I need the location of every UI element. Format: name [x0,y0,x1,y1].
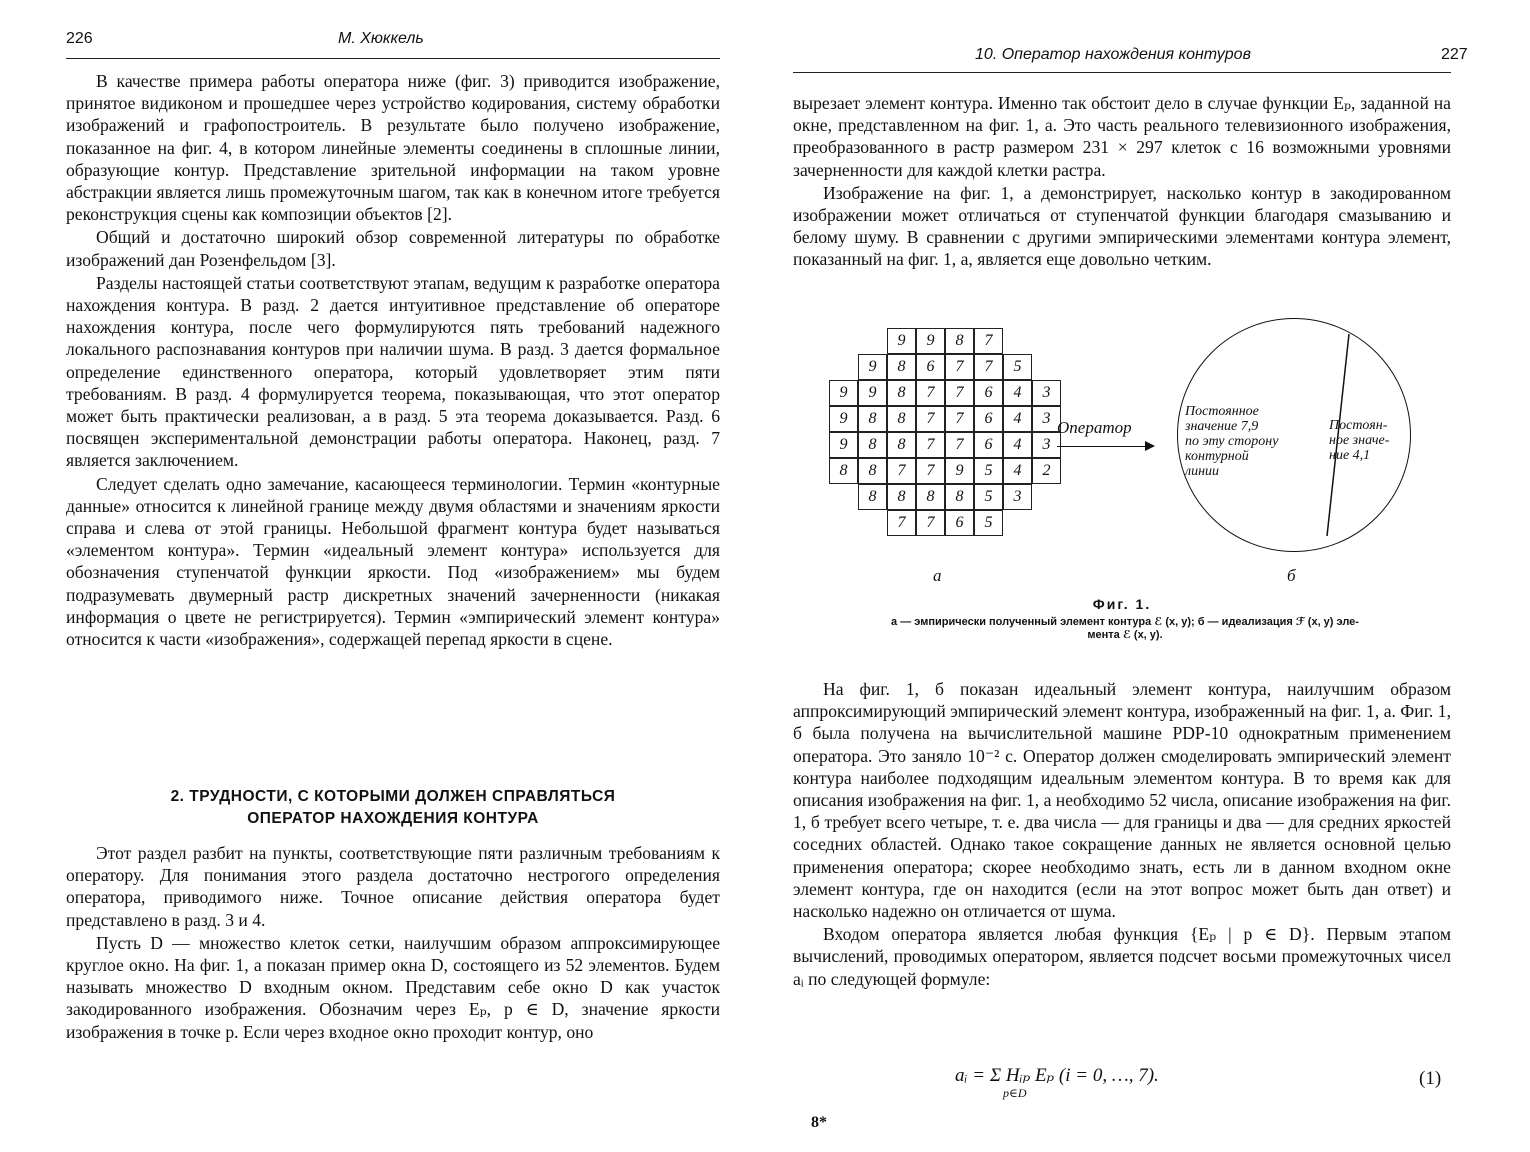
figure-caption [805,616,1445,642]
left-body-block-1 [66,70,720,650]
section-heading-line-2: ОПЕРАТОР НАХОЖДЕНИЯ КОНТУРА [247,810,539,827]
paragraph: Разделы настоящей статьи соответствуют этапам, ведущим к разработке оператора нахождения контура. В разд. 2 дается интуитивное представление об операторе нахождения контура, после чего формулируются пять требований надежного локального распознавания контуров при наличии шума. В разд. 3 дается формальное определение единственного оператора, который удовлетворяет этим пяти требованиям. В разд. 4 формулируется теорема, показывающая, что этот оператор может быть практически реализован, а в разд. 5 эта теорема доказывается. Разд. 6 посвящен экспериментальной демонстрации работы оператора. Наконец, разд. 7 является заключением. [66,272,720,471]
caption-line: а — эмпирически полученный элемент контура ℰ (x, y); б — идеализация ℱ (x, y) эле- [891,616,1359,628]
left-running-title: М. Хюккель [338,30,424,47]
right-body-block-2 [793,678,1451,990]
right-page-number: 227 [1441,46,1468,63]
grid-cell: 8 [858,484,887,510]
paragraph: Изображение на фиг. 1, а демонстрирует, насколько контур в закодированном изображении может отличаться от ступенчатой функции благодаря смазыванию и белому шуму. В сравнении с другими эмпирическими элементами контура элемент, показанный на фиг. 1, а, является еще довольно четким. [793,182,1451,270]
grid-cell: 4 [1003,406,1032,432]
grid-cell: 6 [916,354,945,380]
right-region-line: ное значе- [1329,433,1390,448]
grid-cell: 7 [916,458,945,484]
grid-cell: 8 [829,458,858,484]
pixel-grid-figure-a [829,328,1089,558]
caption-line: мента ℰ (x, y). [1087,629,1163,641]
grid-cell: 9 [829,432,858,458]
grid-cell: 7 [887,510,916,536]
left-region-line: линии [1185,464,1220,479]
right-body-block-1 [793,92,1451,271]
grid-cell: 7 [974,354,1003,380]
right-page [765,0,1530,1152]
section-heading-line-1: 2. ТРУДНОСТИ, С КОТОРЫМИ ДОЛЖЕН СПРАВЛЯТЬСЯ [170,788,616,805]
grid-cell: 5 [974,458,1003,484]
grid-cell: 7 [945,354,974,380]
figure-label-b: б [1287,566,1296,585]
left-region-line: контурной [1185,449,1249,464]
grid-cell: 7 [887,458,916,484]
grid-cell: 3 [1032,406,1061,432]
paragraph: На фиг. 1, б показан идеальный элемент контура, наилучшим образом аппроксимирующий эмпирический элемент контура, изображенный на фиг. 1, а. Фиг. 1, б была получена на вычислительной машине PDP-10 однократным применением оператора. Это заняло 10⁻² с. Оператор должен смоделировать эмпирический элемент контура наиболее подходящим идеальным элементом контура. В то время как для описания изображения на фиг. 1, а необходимо 52 числа, описание изображения на фиг. 1, б требует всего четыре, т. е. два числа — для границы и два — для средних яркостей соседних областей. Однако такое сокращение данных не является основной целью применения оператора; скорее необходимо знать, есть ли в данном входном окне элемент контура, где он находится (если на этот вопрос может быть дан ответ) и насколько надежно он отличается от шума. [793,679,1451,922]
grid-cell: 8 [916,484,945,510]
grid-cell: 8 [887,354,916,380]
grid-cell: 3 [1032,432,1061,458]
grid-cell: 8 [945,484,974,510]
formula-number: (1) [1419,1068,1442,1089]
arrow-line [1057,446,1147,447]
right-running-title: 10. Оператор нахождения контуров [975,46,1251,63]
grid-cell: 9 [829,380,858,406]
grid-cell: 8 [858,406,887,432]
grid-cell: 7 [916,380,945,406]
left-header-rule [66,58,720,59]
left-region-line: значение 7,9 [1185,419,1259,434]
grid-cell: 4 [1003,380,1032,406]
paragraph: В качестве примера работы оператора ниже (фиг. 3) приводится изображение, принятое видиконом и прошедшее через устройство кодирования, систему обработки изображений и графопостроитель. В результате было получено изображение, показанное на фиг. 4, в котором линейные элементы соединены в сплошные линии, образующие контур. Представление зрительной информации на таком уровне абстракции является лишь промежуточным шагом, так как в конечном итоге требуется реконструкция сцены как композиции объектов [2]. [66,71,720,225]
signature-mark: 8* [811,1114,827,1131]
section-heading [66,786,720,830]
grid-cell: 7 [945,406,974,432]
grid-cell: 6 [945,510,974,536]
grid-cell: 8 [887,484,916,510]
grid-cell: 6 [974,432,1003,458]
paragraph: Этот раздел разбит на пункты, соответствующие пяти различным требованиям к оператору. Для понимания этого раздела достаточно нестрогого определения оператора, приводимого ниже. Точное описание действия оператора будет представлено в разд. 3 и 4. [66,843,720,930]
right-region-line: ние 4,1 [1329,448,1371,463]
grid-cell: 8 [887,380,916,406]
grid-cell: 5 [974,484,1003,510]
grid-cell: 4 [1003,432,1032,458]
left-body-block-2 [66,842,720,1043]
grid-cell: 8 [887,406,916,432]
grid-cell: 3 [1032,380,1061,406]
grid-cell: 9 [858,354,887,380]
grid-cell: 9 [945,458,974,484]
paragraph: Входом оператора является любая функция {Eₚ | p ∈ D}. Первым этапом вычислений, проводимых оператором, является подсчет восьми промежуточных чисел aᵢ по следующей формуле: [793,924,1451,989]
grid-cell: 9 [829,406,858,432]
grid-cell: 6 [974,380,1003,406]
grid-cell: 5 [974,510,1003,536]
left-region-line: Постоянное [1185,404,1259,419]
arrow-right-icon [1145,441,1155,451]
grid-cell: 5 [1003,354,1032,380]
grid-cell: 8 [887,432,916,458]
paragraph: Следует сделать одно замечание, касающееся терминологии. Термин «контурные данные» относится к линейной границе между двумя областями и значениям яркости справа и слева от этой границы. Небольшой фрагмент контура будет называться «элементом контура». Термин «идеальный элемент контура» используется для обозначения ступенчатой функции яркости. Под «изображением» мы будем подразумевать двумерный растр дискретных значений зачерненности (никакая информация о цвете не регистрируется). Термин «эмпирический элемент контура» относится к части «изображения», содержащей перепад яркости в сцене. [66,473,720,650]
grid-cell: 9 [887,328,916,354]
paragraph: вырезает элемент контура. Именно так обстоит дело в случае функции Eₚ, заданной на окне, представленном на фиг. 1, а. Это часть реального телевизионного изображения, преобразованного в растр размером 231 × 297 клеток с 16 возможными уровнями зачерненности для каждой клетки растра. [793,93,1451,180]
grid-cell: 9 [858,380,887,406]
grid-cell: 7 [916,432,945,458]
grid-cell: 4 [1003,458,1032,484]
right-region-line: Постоян- [1329,418,1388,433]
right-region-label [1329,418,1405,463]
grid-cell: 2 [1032,458,1061,484]
left-region-line: по эту сторону [1185,434,1279,449]
left-region-label [1185,404,1295,479]
grid-cell: 7 [916,406,945,432]
grid-cell: 8 [945,328,974,354]
grid-cell: 3 [1003,484,1032,510]
grid-cell: 8 [858,458,887,484]
paragraph: Общий и достаточно широкий обзор современной литературы по обработке изображений дан Розенфельдом [3]. [66,227,720,270]
paragraph: Пусть D — множество клеток сетки, наилучшим образом аппроксимирующее круглое окно. На фиг. 1, а показан пример окна D, состоящего из 52 элементов. Будем называть множество D входным окном. Представим себе окно D как участок закодированного изображения. Обозначим через Eₚ, p ∈ D, значение яркости изображения в точке p. Если через входное окно проходит контур, оно [66,932,720,1042]
operator-label: Оператор [1057,418,1132,437]
right-header-rule [793,72,1451,73]
grid-cell: 7 [945,432,974,458]
grid-cell: 7 [974,328,1003,354]
figure-label-a: а [933,566,942,585]
formula-subscript: p∈D [1003,1086,1027,1100]
grid-cell: 8 [858,432,887,458]
grid-cell: 6 [974,406,1003,432]
grid-cell: 7 [916,510,945,536]
left-page-number: 226 [66,30,93,47]
figure-title: Фиг. 1. [1092,596,1152,612]
formula-1: aᵢ = Σ Hᵢₚ Eₚ (i = 0, …, 7). [955,1065,1159,1086]
grid-cell: 7 [945,380,974,406]
grid-cell: 9 [916,328,945,354]
